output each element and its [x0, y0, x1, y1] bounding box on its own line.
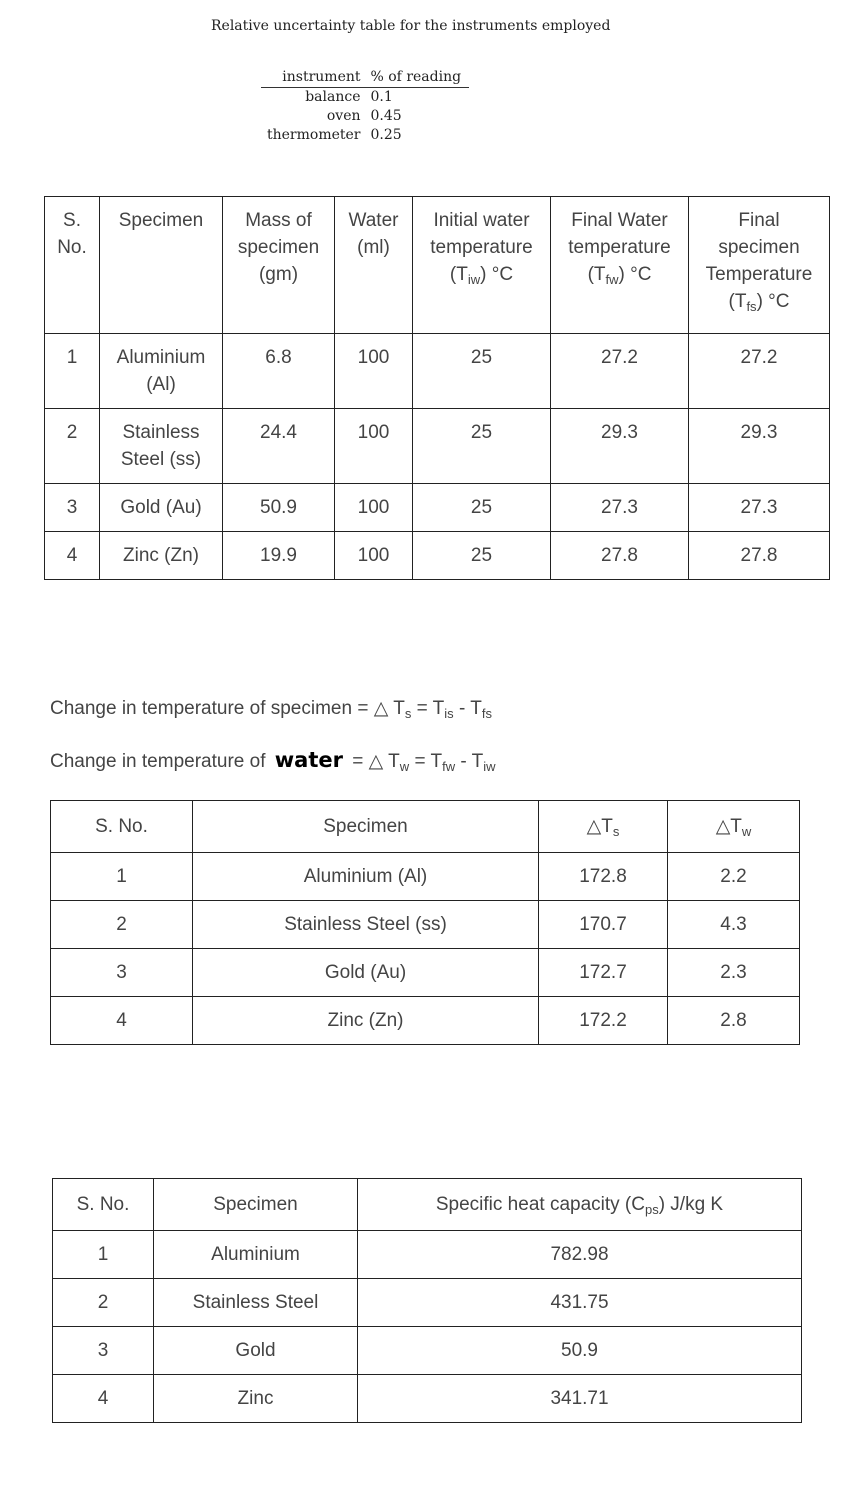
- header-delta-tw: $\triangle T_w$: [668, 801, 800, 853]
- uncertainty-title: Relative uncertainty table for the instruments employed: [211, 18, 611, 34]
- header-sno: S. No.: [45, 197, 100, 334]
- table-cell: 6.8: [223, 334, 335, 409]
- uncertainty-table: [261, 68, 469, 145]
- table-cell: 25: [413, 334, 551, 409]
- table-cell: Zinc (Zn): [193, 997, 539, 1045]
- header-row: [53, 1179, 802, 1231]
- table-cell: 25: [413, 409, 551, 484]
- table-cell: 2: [53, 1279, 154, 1327]
- table-cell: 172.8: [539, 853, 668, 901]
- col-instrument: instrument: [261, 68, 365, 88]
- table-cell: 27.3: [689, 484, 830, 532]
- header-sno: S. No.: [51, 801, 193, 853]
- table-row: [53, 1279, 802, 1327]
- table-cell: 25: [413, 484, 551, 532]
- table-cell: 29.3: [689, 409, 830, 484]
- table-cell: 100: [335, 484, 413, 532]
- cell: 0.25: [370, 127, 402, 143]
- cell: balance: [305, 89, 361, 105]
- header-final-water-temp: Final Water temperature $(T_{fw})$ °C: [551, 197, 689, 334]
- table-row: [51, 949, 800, 997]
- table-row: [261, 126, 469, 145]
- table-row: [51, 901, 800, 949]
- table-cell: 19.9: [223, 532, 335, 580]
- header-mass: Mass of specimen (gm): [223, 197, 335, 334]
- table-row: [51, 997, 800, 1045]
- table-cell: 1: [45, 334, 100, 409]
- header-row: [45, 197, 830, 334]
- header-final-specimen-temp: Final specimen Temperature $(T_{fs})$ °C: [689, 197, 830, 334]
- header-specimen: Specimen: [100, 197, 223, 334]
- table-cell: Aluminium (Al): [193, 853, 539, 901]
- table-cell: 172.2: [539, 997, 668, 1045]
- col-percent: % of reading: [365, 68, 470, 88]
- table-cell: 3: [53, 1327, 154, 1375]
- specimen-cell: Aluminium (Al): [100, 334, 223, 409]
- table-cell: 27.2: [689, 334, 830, 409]
- table-row: [45, 532, 830, 580]
- table-cell: 782.98: [358, 1231, 802, 1279]
- table-cell: Stainless Steel: [154, 1279, 358, 1327]
- table-row: [45, 484, 830, 532]
- table-row: [51, 853, 800, 901]
- temperature-change-table: [50, 800, 800, 1045]
- cell: 0.45: [370, 108, 402, 124]
- cell: 0.1: [370, 89, 393, 105]
- table-row: [261, 107, 469, 126]
- header-specific-heat: Specific heat capacity $(C_{ps})$ J/kg K: [358, 1179, 802, 1231]
- header-specimen: Specimen: [193, 801, 539, 853]
- header-delta-ts: $\triangle T_s$: [539, 801, 668, 853]
- table-row: [45, 409, 830, 484]
- header-specimen: Specimen: [154, 1179, 358, 1231]
- table-cell: 3: [45, 484, 100, 532]
- table-cell: 100: [335, 532, 413, 580]
- header-sno: S. No.: [53, 1179, 154, 1231]
- table-cell: Gold (Au): [193, 949, 539, 997]
- specimen-cell: Gold (Au): [100, 484, 223, 532]
- specimen-cell: Stainless Steel (ss): [100, 409, 223, 484]
- table-row: [53, 1375, 802, 1423]
- table-cell: 341.71: [358, 1375, 802, 1423]
- measurements-table: [44, 196, 830, 580]
- table-row: [53, 1327, 802, 1375]
- cell: oven: [326, 108, 361, 124]
- table-cell: 2.8: [668, 997, 800, 1045]
- header-water: Water (ml): [335, 197, 413, 334]
- table-cell: 100: [335, 409, 413, 484]
- table-cell: 29.3: [551, 409, 689, 484]
- table-cell: 170.7: [539, 901, 668, 949]
- table-cell: 2.2: [668, 853, 800, 901]
- header-initial-temp: Initial water temperature $(T_{iw})$ °C: [413, 197, 551, 334]
- table-cell: 431.75: [358, 1279, 802, 1327]
- table-cell: 27.8: [551, 532, 689, 580]
- table-cell: 172.7: [539, 949, 668, 997]
- table-cell: Stainless Steel (ss): [193, 901, 539, 949]
- table-row: [53, 1231, 802, 1279]
- equation-water: Change in temperature of water = △ $T_w = T_{fw} - T_{iw}$: [50, 748, 496, 774]
- specimen-cell: Zinc (Zn): [100, 532, 223, 580]
- specific-heat-table: [52, 1178, 802, 1423]
- table-cell: 27.3: [551, 484, 689, 532]
- header-row: [51, 801, 800, 853]
- table-cell: 27.8: [689, 532, 830, 580]
- table-cell: 24.4: [223, 409, 335, 484]
- table-cell: 4: [53, 1375, 154, 1423]
- table-cell: 50.9: [358, 1327, 802, 1375]
- table-row: [261, 88, 469, 108]
- table-cell: 1: [53, 1231, 154, 1279]
- table-cell: 50.9: [223, 484, 335, 532]
- table-cell: 4: [45, 532, 100, 580]
- table-cell: 4: [51, 997, 193, 1045]
- table-cell: Zinc: [154, 1375, 358, 1423]
- table-cell: 25: [413, 532, 551, 580]
- table-cell: 2.3: [668, 949, 800, 997]
- table-cell: 4.3: [668, 901, 800, 949]
- table-cell: 100: [335, 334, 413, 409]
- table-cell: 3: [51, 949, 193, 997]
- table-cell: 27.2: [551, 334, 689, 409]
- table-row: [45, 334, 830, 409]
- table-cell: Gold: [154, 1327, 358, 1375]
- cell: thermometer: [267, 127, 361, 143]
- table-cell: 1: [51, 853, 193, 901]
- table-cell: Aluminium: [154, 1231, 358, 1279]
- table-cell: 2: [45, 409, 100, 484]
- table-cell: 2: [51, 901, 193, 949]
- equation-specimen: Change in temperature of specimen = △ $T_s = T_{is} - T_{fs}$: [50, 698, 492, 721]
